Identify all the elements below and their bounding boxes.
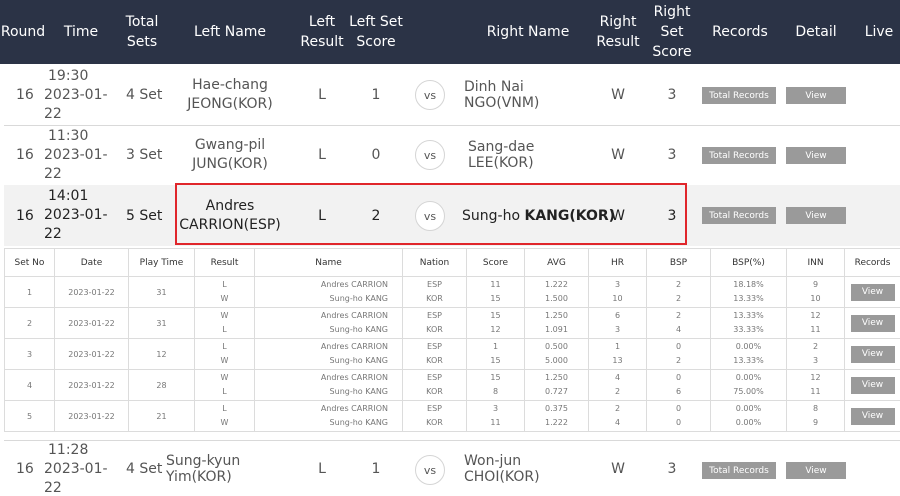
set-row bbox=[5, 339, 900, 370]
set-result: L W bbox=[195, 339, 255, 370]
set-player-names: Andres CARRION Sung-ho KANG bbox=[255, 370, 403, 401]
right-set-score: 3 bbox=[667, 87, 677, 103]
header-live: Live bbox=[864, 24, 894, 40]
set-inn: 9 10 bbox=[787, 277, 845, 308]
right-player-name: Dinh Nai NGO(VNM) bbox=[464, 79, 540, 111]
set-detail-table bbox=[4, 248, 900, 432]
match-row-selected[interactable] bbox=[4, 185, 900, 246]
set-play-time: 21 bbox=[129, 401, 195, 432]
set-avg: 1.250 1.091 bbox=[525, 308, 589, 339]
set-hr: 3 10 bbox=[589, 277, 647, 308]
right-result: W bbox=[611, 87, 625, 103]
vs-badge: vs bbox=[415, 80, 445, 110]
table-header bbox=[0, 0, 900, 64]
set-nation: ESP KOR bbox=[403, 277, 467, 308]
set-play-time: 31 bbox=[129, 277, 195, 308]
set-records bbox=[845, 401, 900, 432]
left-result: L bbox=[318, 87, 326, 103]
col-set-no: Set No bbox=[5, 249, 55, 277]
set-nation: ESP KOR bbox=[403, 308, 467, 339]
col-result: Result bbox=[195, 249, 255, 277]
right-set-score: 3 bbox=[667, 147, 677, 163]
set-table-header-row bbox=[5, 249, 900, 277]
set-avg: 0.500 5.000 bbox=[525, 339, 589, 370]
set-row bbox=[5, 401, 900, 432]
set-date: 2023-01-22 bbox=[55, 277, 129, 308]
col-inn: INN bbox=[787, 249, 845, 277]
set-hr: 4 2 bbox=[589, 370, 647, 401]
set-player-names: Andres CARRION Sung-ho KANG bbox=[255, 339, 403, 370]
set-date: 2023-01-22 bbox=[55, 308, 129, 339]
set-nation: ESP KOR bbox=[403, 339, 467, 370]
set-no: 2 bbox=[5, 308, 55, 339]
right-player-name: Sung-ho KANG(KOR) bbox=[462, 207, 616, 224]
set-bsp: 2 2 bbox=[647, 277, 711, 308]
match-row[interactable] bbox=[4, 442, 900, 496]
view-detail-button[interactable]: View bbox=[786, 207, 846, 224]
set-play-time: 31 bbox=[129, 308, 195, 339]
match-row[interactable] bbox=[4, 65, 900, 125]
set-date: 2023-01-22 bbox=[55, 401, 129, 432]
right-result: W bbox=[611, 207, 625, 224]
col-score: Score bbox=[467, 249, 525, 277]
set-score: 15 12 bbox=[467, 308, 525, 339]
total-records-button[interactable]: Total Records bbox=[702, 147, 776, 164]
set-view-button[interactable]: View bbox=[851, 346, 895, 363]
match-date: 2023-01-22 bbox=[44, 460, 108, 496]
row-divider bbox=[4, 440, 900, 441]
set-score: 11 15 bbox=[467, 277, 525, 308]
set-hr: 1 13 bbox=[589, 339, 647, 370]
left-player-name: Andres CARRION(ESP) bbox=[179, 197, 281, 233]
header-left-set-score: Left Set Score bbox=[349, 14, 403, 50]
set-hr: 2 4 bbox=[589, 401, 647, 432]
set-row bbox=[5, 308, 900, 339]
col-hr: HR bbox=[589, 249, 647, 277]
set-records bbox=[845, 370, 900, 401]
right-set-score: 3 bbox=[667, 207, 677, 224]
left-result: L bbox=[318, 207, 326, 224]
match-total-sets: 4 Set bbox=[126, 461, 163, 477]
match-date: 2023-01-22 bbox=[44, 146, 108, 182]
right-player-name: Won-jun CHOI(KOR) bbox=[464, 453, 540, 485]
set-no: 4 bbox=[5, 370, 55, 401]
set-inn: 12 11 bbox=[787, 308, 845, 339]
set-score: 3 11 bbox=[467, 401, 525, 432]
left-set-score: 1 bbox=[371, 87, 381, 103]
col-bsp-pct: BSP(%) bbox=[711, 249, 787, 277]
set-bsp-pct: 0.00% 75.00% bbox=[711, 370, 787, 401]
match-time-clock: 11:28 bbox=[48, 441, 89, 458]
left-set-score: 2 bbox=[371, 207, 381, 224]
header-time: Time bbox=[63, 24, 99, 40]
col-nation: Nation bbox=[403, 249, 467, 277]
set-player-names: Andres CARRION Sung-ho KANG bbox=[255, 277, 403, 308]
set-play-time: 28 bbox=[129, 370, 195, 401]
total-records-button[interactable]: Total Records bbox=[702, 462, 776, 479]
set-result: L W bbox=[195, 277, 255, 308]
header-right-name: Right Name bbox=[486, 24, 570, 40]
set-no: 3 bbox=[5, 339, 55, 370]
header-left-result: Left Result bbox=[300, 14, 344, 50]
col-records: Records bbox=[845, 249, 900, 277]
match-total-sets: 4 Set bbox=[126, 87, 163, 103]
set-nation: ESP KOR bbox=[403, 401, 467, 432]
match-time bbox=[44, 185, 124, 246]
set-score: 1 15 bbox=[467, 339, 525, 370]
view-detail-button[interactable]: View bbox=[786, 87, 846, 104]
set-bsp-pct: 13.33% 33.33% bbox=[711, 308, 787, 339]
set-view-button[interactable]: View bbox=[851, 408, 895, 425]
set-avg: 1.222 1.500 bbox=[525, 277, 589, 308]
match-total-sets: 3 Set bbox=[126, 147, 163, 163]
match-time bbox=[44, 65, 124, 125]
match-row[interactable] bbox=[4, 126, 900, 184]
header-detail: Detail bbox=[795, 24, 837, 40]
match-time-clock: 11:30 bbox=[48, 127, 89, 144]
set-bsp-pct: 0.00% 13.33% bbox=[711, 339, 787, 370]
set-bsp-pct: 0.00% 0.00% bbox=[711, 401, 787, 432]
header-records: Records bbox=[712, 24, 768, 40]
vs-badge: vs bbox=[415, 201, 445, 231]
set-play-time: 12 bbox=[129, 339, 195, 370]
match-time bbox=[44, 442, 124, 496]
right-result: W bbox=[611, 147, 625, 163]
set-result: W L bbox=[195, 308, 255, 339]
set-no: 1 bbox=[5, 277, 55, 308]
set-records bbox=[845, 308, 900, 339]
header-left-name: Left Name bbox=[193, 24, 267, 40]
left-set-score: 1 bbox=[371, 461, 381, 477]
col-avg: AVG bbox=[525, 249, 589, 277]
match-time-clock: 14:01 bbox=[48, 188, 89, 204]
set-inn: 8 9 bbox=[787, 401, 845, 432]
view-detail-button[interactable]: View bbox=[786, 462, 846, 479]
match-round: 16 bbox=[16, 207, 34, 224]
col-date: Date bbox=[55, 249, 129, 277]
left-set-score: 0 bbox=[371, 147, 381, 163]
set-view-button[interactable]: View bbox=[851, 284, 895, 301]
set-records bbox=[845, 277, 900, 308]
set-result: L W bbox=[195, 401, 255, 432]
match-time-clock: 19:30 bbox=[48, 67, 89, 84]
match-round: 16 bbox=[16, 87, 34, 103]
vs-badge: vs bbox=[415, 455, 445, 485]
header-total-sets: Total Sets bbox=[125, 14, 159, 50]
set-hr: 6 3 bbox=[589, 308, 647, 339]
left-result: L bbox=[318, 147, 326, 163]
set-player-names: Andres CARRION Sung-ho KANG bbox=[255, 401, 403, 432]
set-inn: 12 11 bbox=[787, 370, 845, 401]
vs-badge: vs bbox=[415, 140, 445, 170]
right-result: W bbox=[611, 461, 625, 477]
set-bsp: 0 0 bbox=[647, 401, 711, 432]
set-no: 5 bbox=[5, 401, 55, 432]
left-player-name: Hae-chang JEONG(KOR) bbox=[187, 77, 273, 112]
set-bsp: 0 2 bbox=[647, 339, 711, 370]
set-player-names: Andres CARRION Sung-ho KANG bbox=[255, 308, 403, 339]
set-result: W L bbox=[195, 370, 255, 401]
set-view-button[interactable]: View bbox=[851, 315, 895, 332]
set-score: 15 8 bbox=[467, 370, 525, 401]
col-bsp: BSP bbox=[647, 249, 711, 277]
set-bsp-pct: 18.18% 13.33% bbox=[711, 277, 787, 308]
match-total-sets: 5 Set bbox=[126, 207, 163, 224]
match-date: 2023-01-22 bbox=[44, 86, 108, 122]
set-row bbox=[5, 277, 900, 308]
header-right-result: Right Result bbox=[596, 14, 640, 50]
set-bsp: 0 6 bbox=[647, 370, 711, 401]
total-records-button[interactable]: Total Records bbox=[702, 87, 776, 104]
left-player-name: Sung-kyun Yim(KOR) bbox=[166, 453, 241, 485]
match-round: 16 bbox=[16, 461, 34, 477]
match-round: 16 bbox=[16, 147, 34, 163]
view-detail-button[interactable]: View bbox=[786, 147, 846, 164]
set-bsp: 2 4 bbox=[647, 308, 711, 339]
set-records bbox=[845, 339, 900, 370]
col-name: Name bbox=[255, 249, 403, 277]
set-date: 2023-01-22 bbox=[55, 370, 129, 401]
match-date: 2023-01-22 bbox=[44, 207, 108, 242]
match-time bbox=[44, 126, 124, 184]
right-set-score: 3 bbox=[667, 461, 677, 477]
left-result: L bbox=[318, 461, 326, 477]
set-inn: 2 3 bbox=[787, 339, 845, 370]
set-date: 2023-01-22 bbox=[55, 339, 129, 370]
total-records-button[interactable]: Total Records bbox=[702, 207, 776, 224]
set-row bbox=[5, 370, 900, 401]
set-nation: ESP KOR bbox=[403, 370, 467, 401]
col-play-time: Play Time bbox=[129, 249, 195, 277]
right-player-name: Sang-dae LEE(KOR) bbox=[468, 139, 535, 171]
set-view-button[interactable]: View bbox=[851, 377, 895, 394]
set-avg: 1.250 0.727 bbox=[525, 370, 589, 401]
set-avg: 0.375 1.222 bbox=[525, 401, 589, 432]
left-player-name: Gwang-pil JUNG(KOR) bbox=[192, 137, 268, 172]
header-right-set-score: Right Set Score bbox=[652, 4, 692, 60]
header-round: Round bbox=[0, 24, 46, 40]
